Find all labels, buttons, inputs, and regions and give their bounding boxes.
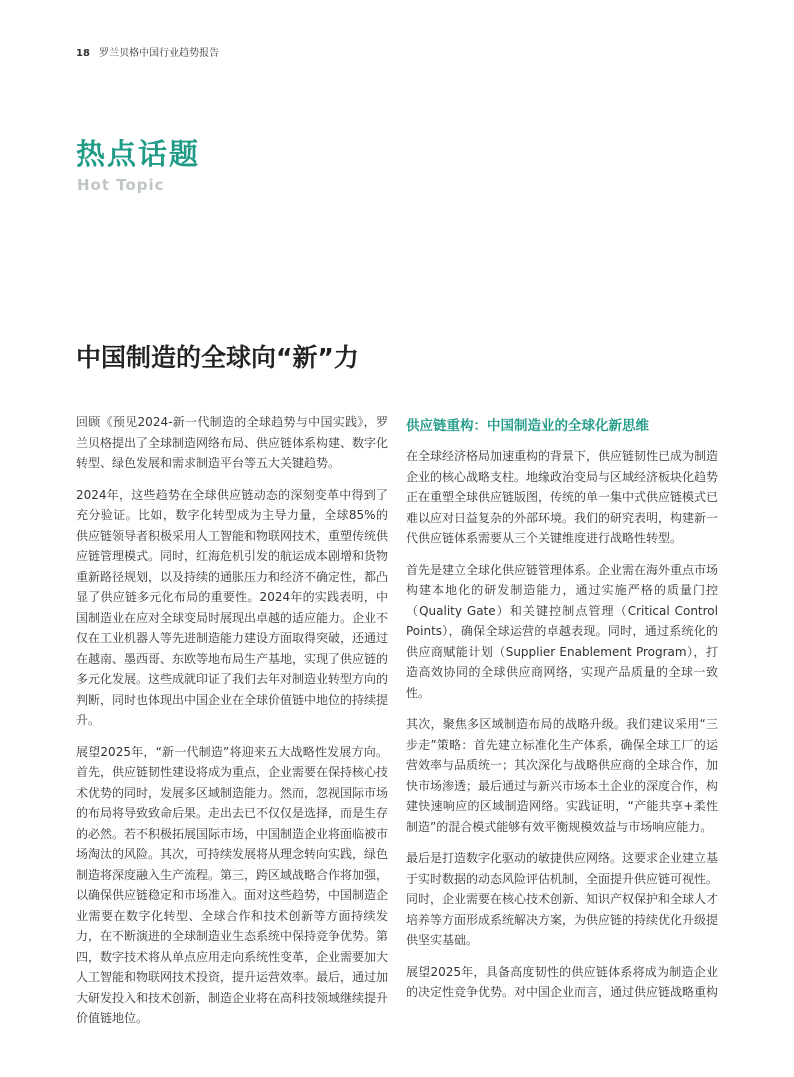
page-header	[76, 44, 219, 59]
left-column	[76, 412, 388, 1040]
page-number: 18	[76, 48, 90, 59]
paragraph: 回顾《预见2024-新一代制造的全球趋势与中国实践》，罗兰贝格提出了全球制造网络布局、供应链体系构建、数字化转型、绿色发展和需求制造平台等五大关键趋势。	[76, 415, 389, 470]
right-column-subhead: 供应链重构：中国制造业的全球化新思维	[406, 418, 649, 434]
hero-title-en: Hot Topic	[77, 176, 165, 194]
paragraph: 首先是建立全球化供应链管理体系。企业需在海外重点市场构建本地化的研发制造能力，通过实施严格的质量门控（Quality Gate）和关键控制点管理（Critical Control Points），确保全球运营的卓越表现。同时，通过系统化的供应商赋能计划（Supplier Enablement Program），打造高效协同的全球供应商网络，实现产品质量的全球一致性。	[406, 562, 719, 700]
paragraph: 其次，聚焦多区域制造布局的战略升级。我们建议采用“三步走”策略：首先建立标准化生产体系，确保全球工厂的运营效率与品质统一；其次深化与战略供应商的全球合作，加快市场渗透；最后通过与新兴市场本土企业的深度合作，构建快速响应的区域制造网络。实践证明，“产能共享+柔性制造”的混合模式能够有效平衡规模效益与市场响应能力。	[406, 717, 719, 834]
paragraph: 2024年，这些趋势在全球供应链动态的深刻变革中得到了充分验证。比如，数字化转型成为主导力量，全球85%的供应链领导者积极采用人工智能和物联网技术，重塑传统供应链管理模式。同时，红海危机引发的航运成本剧增和货物重新路径规划，以及持续的通胀压力和经济不确定性，都凸显了供应链多元化布局的重要性。2024年的实践表明，中国制造业在应对全球变局时展现出卓越的适应能力。企业不仅在工业机器人等先进制造能力建设方面取得突破，还通过在越南、墨西哥、东欧等地布局生产基地，实现了供应链的多元化发展。这些成就印证了我们去年对制造业转型方向的判断，同时也体现出中国企业在全球价值链中地位的持续提升。	[76, 487, 389, 727]
paragraph: 展望2025年，具备高度韧性的供应链体系将成为制造企业的决定性竞争优势。对中国企业而言，通过供应链战略重构	[406, 964, 719, 999]
report-name: 罗兰贝格中国行业趋势报告	[99, 48, 220, 59]
paragraph: 展望2025年，“新一代制造”将迎来五大战略性发展方向。首先，供应链韧性建设将成为重点，企业需要在保持核心技术优势的同时，发展多区域制造能力。然而，忽视国际市场的布局将导致致命后果。走出去已不仅仅是选择，而是生存的必然。若不积极拓展国际市场，中国制造企业将面临被市场淘汰的风险。其次，可持续发展将从理念转向实践，绿色制造将深度融入生产流程。第三，跨区域战略合作将加强，以确保供应链稳定和市场准入。面对这些趋势，中国制造企业需要在数字化转型、全球合作和技术创新等方面持续发力，在不断演进的全球制造业生态系统中保持竞争优势。第四，数字技术将从单点应用走向系统性变革，企业需要加大人工智能和物联网技术投资，提升运营效率。最后，通过加大研发投入和技术创新，制造企业将在高科技领域继续提升价值链地位。	[76, 744, 389, 1025]
section-title: 中国制造的全球向“新”力	[76, 343, 359, 372]
paragraph: 在全球经济格局加速重构的背景下，供应链韧性已成为制造企业的核心战略支柱。地缘政治变局与区域经济板块化趋势正在重塑全球供应链版图，传统的单一集中式供应链模式已难以应对日益复杂的外部环境。我们的研究表明，构建新一代供应链体系需要从三个关键维度进行战略性转型。	[406, 449, 719, 545]
right-column	[406, 412, 718, 1014]
paragraph: 最后是打造数字化驱动的敏捷供应网络。这要求企业建立基于实时数据的动态风险评估机制，全面提升供应链可视性。同时，企业需要在核心技术创新、知识产权保护和全球人才培养等方面形成系统解决方案，为供应链的持续优化升级提供坚实基础。	[406, 851, 719, 947]
hero-title-cn: 热点话题	[76, 137, 201, 171]
